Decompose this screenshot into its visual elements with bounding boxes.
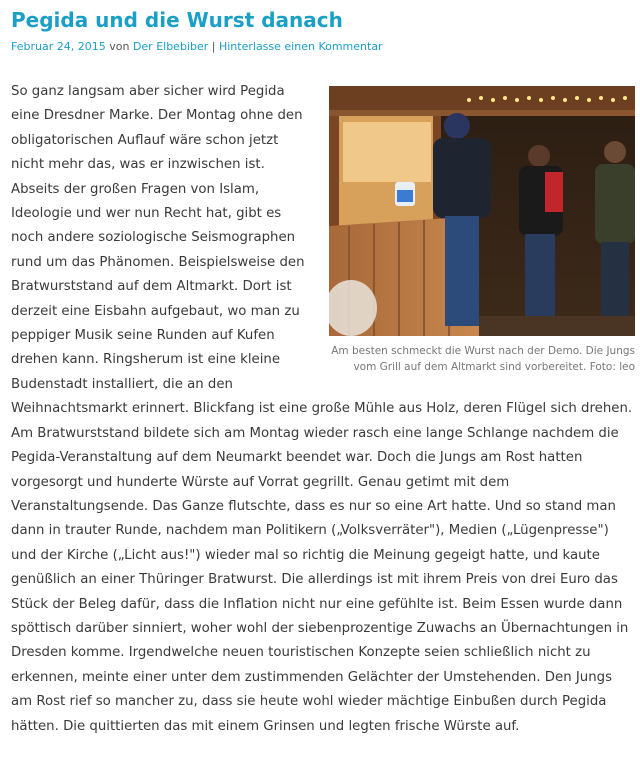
post-date-link[interactable]: Februar 24, 2015 (11, 40, 106, 53)
author-link[interactable]: Der Elbebiber (132, 40, 209, 53)
photo-caption: Am besten schmeckt die Wurst nach der Demo. Die Jungs vom Grill auf dem Altmarkt sind vorbereitet. Foto: leo (331, 345, 635, 373)
meta-separator: | (211, 40, 216, 53)
post-meta (11, 40, 383, 54)
bratwurst-stand-photo[interactable] (329, 86, 635, 336)
by-word: von (109, 40, 130, 53)
post-title[interactable]: Pegida und die Wurst danach (11, 8, 343, 32)
post-body (11, 80, 635, 739)
post-figure (329, 86, 635, 375)
comment-link[interactable]: Hinterlasse einen Kommentar (218, 40, 383, 53)
article-paragraph: So ganz langsam aber sicher wird Pegida eine Dresdner Marke. Der Montag ohne den obligatorischen Auflauf wäre schon jetzt nicht mehr das, was er inzwischen ist. Abseits der großen Fragen von Islam, Ideologie und wer nun Recht hat, gibt es noch andere soziologische Seismographen rund um das Phänomen. Beispielsweise den Bratwurststand auf dem Altmarkt. Dort ist derzeit eine Eisbahn aufgebaut, wo man zu peppiger Musik seine Runden auf Kufen drehen kann. Ringsherum ist eine kleine Budenstadt installiert, die an den Weihnachtsmarkt erinnert. Blickfang ist eine große Mühle aus Holz, deren Flügel sich drehen. Am Bratwurststand bildete sich am Montag wieder rasch eine lange Schlange nachdem die Pegida-Veranstaltung auf dem Neumarkt beendet war. Doch die Jungs am Rost hatten vorgesorgt und hunderte Würste auf Vorrat gegrillt. Genau getimt mit dem Veranstaltungsende. Das Ganze flutschte, dass es nur so eine Art hatte. Und so stand man dann in trauter Runde, nachdem man Politikern („Volksverräter"), Medien („Lügenpresse") und der Kirche („Licht aus!") wieder mal so richtig die Meinung gegeigt hatte, und kaute genüßlich an einer Thüringer Bratwurst. Die allerdings ist mit ihrem Preis von drei Euro das Stück der Beleg dafür, dass die Inflation nicht nur eine gefühlte ist. Beim Essen wurde dann spöttisch darüber sinniert, woher wohl der siebenprozentige Zuwachs an Übernachtungen in Dresden komme. Irgendwelche neuen touristischen Konzepte seien schließlich nicht zu erkennen, meinte einer unter dem zustimmenden Gelächter der Umstehenden. Den Jungs am Rost rief so mancher zu, dass sie heute wohl wieder mächtige Einbußen durch Pegida hätten. Die quittierten das mit einem Grinsen und legten frische Würste auf. (11, 84, 633, 734)
